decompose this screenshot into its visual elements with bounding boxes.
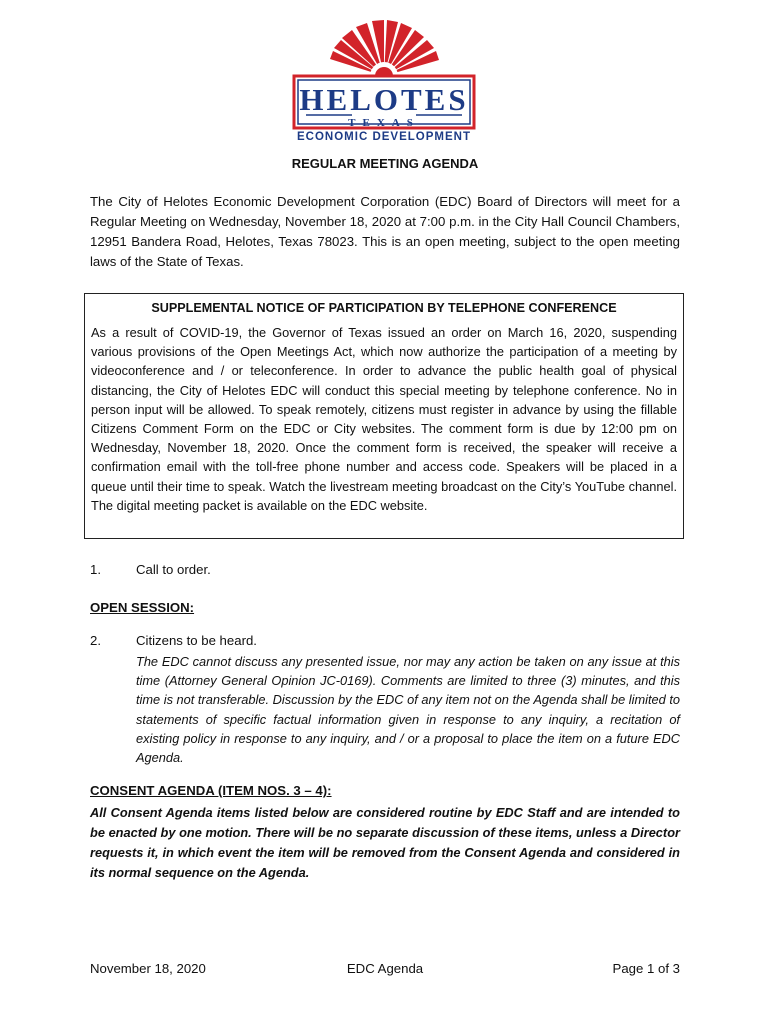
consent-agenda-heading: CONSENT AGENDA (ITEM NOS. 3 – 4):: [90, 783, 332, 798]
logo-tagline: ECONOMIC DEVELOPMENT: [297, 131, 471, 143]
citizens-note: The EDC cannot discuss any presented issue, nor may any action be taken on any issue at this time (Attorney General Opinion JC-0169). Comments are limited to three (3) minutes, and this time is not transferable. Discussion by the EDC of any item not on the Agenda shall be limited to statements of specific factual information given in response to any inquiry, a recitation of existing policy in response to any inquiry, and / or a proposal to place the item on a future EDC Agenda.: [136, 654, 680, 766]
document-title: REGULAR MEETING AGENDA: [291, 156, 479, 171]
logo-state: TEXAS: [348, 117, 420, 129]
item-number: 1.: [90, 562, 101, 577]
item-text: Citizens to be heard.: [136, 633, 257, 648]
open-session-heading: OPEN SESSION:: [90, 600, 195, 615]
intro-paragraph: The City of Helotes Economic Development Corporation (EDC) Board of Directors will meet for a Regular Meeting on Wednesday, November 18, 2020 at 7:00 p.m. in the City Hall Council Chambers, 12951 Bandera Road, Helotes, Texas 78023. This is an open meeting, subject to the open meeting laws of the State of Texas.: [90, 194, 680, 269]
footer-center: EDC Agenda: [346, 961, 424, 976]
logo-city-name: HELOTES: [299, 82, 469, 117]
helotes-logo: [286, 18, 482, 146]
item-number: 2.: [90, 633, 101, 648]
notice-title: SUPPLEMENTAL NOTICE OF PARTICIPATION BY TELEPHONE CONFERENCE: [151, 301, 617, 315]
footer-date: November 18, 2020: [90, 961, 206, 976]
consent-agenda-body: All Consent Agenda items listed below are considered routine by EDC Staff and are intended to be enacted by one motion. There will be no separate discussion of these items, unless a Director requests it, in which event the item will be removed from the Consent Agenda and considered in its normal sequence on the Agenda.: [90, 805, 680, 880]
item-text: Call to order.: [136, 562, 211, 577]
supplemental-notice-box: [84, 293, 684, 539]
footer-page-number: Page 1 of 3: [612, 961, 680, 976]
notice-body: As a result of COVID-19, the Governor of Texas issued an order on March 16, 2020, suspending various provisions of the Open Meetings Act, which now authorize the participation of a meeting by videoconference and / or teleconference. In order to advance the public health goal of physical distancing, the City of Helotes EDC will conduct this special meeting by telephone conference. No in person input will be allowed. To speak remotely, citizens must register in advance by using the fillable Citizens Comment Form on the EDC or City websites. The comment form is due by 12:00 pm on Wednesday, November 18, 2020. Once the comment form is received, the speaker will receive a confirmation email with the toll-free phone number and access code. Speakers will be placed in a queue until their time to speak. Watch the livestream meeting broadcast on the City’s YouTube channel. The digital meeting packet is available on the EDC website.: [91, 325, 677, 513]
